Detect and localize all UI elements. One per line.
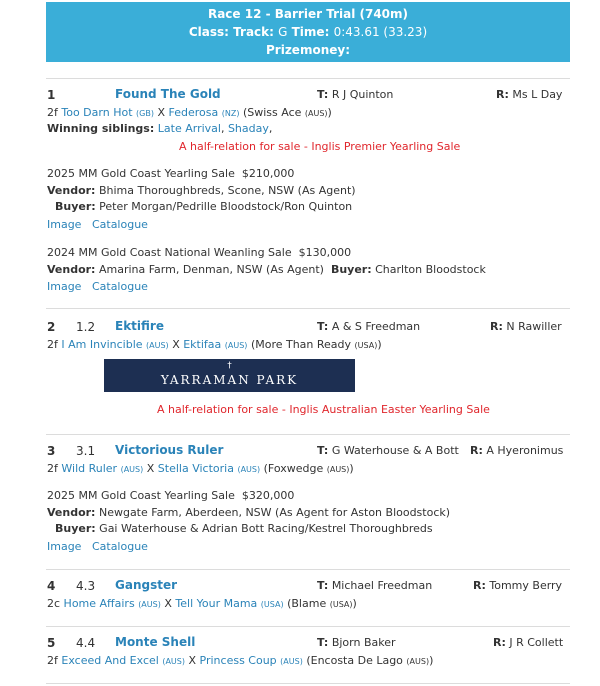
sire-link[interactable]: Too Darn Hot: [61, 106, 133, 119]
half-relation-note: A half-relation for sale - Inglis Australian Easter Yearling Sale: [157, 403, 490, 416]
pedigree-line: 2f Exceed And Excel (AUS) X Princess Coup (AUS) (Encosta De Lago (AUS)): [47, 654, 434, 667]
track-value: G: [278, 25, 288, 39]
yarraman-park-logo-icon: †: [227, 361, 232, 371]
pedigree-line: 2f I Am Invincible (AUS) X Ektifaa (AUS) (More Than Ready (USA)): [47, 338, 382, 351]
horse-name-link[interactable]: Gangster: [115, 578, 178, 592]
sire-link[interactable]: Wild Ruler: [61, 462, 118, 475]
damsire-country: (AUS): [326, 465, 350, 474]
sire-link[interactable]: Home Affairs: [63, 597, 135, 610]
pedigree-line: 2f Too Darn Hot (GB) X Federosa (NZ) (Swiss Ace (AUS)): [47, 106, 332, 119]
divider: [46, 434, 570, 435]
divider: [46, 683, 570, 684]
cross-symbol: X: [164, 597, 172, 610]
buyer-label: Buyer:: [55, 522, 96, 535]
trainer: [317, 579, 432, 592]
damsire: (Swiss Ace: [242, 106, 302, 119]
runner-number: 2: [47, 320, 56, 334]
buyer-value: Peter Morgan/Pedrille Bloodstock/Ron Quinton: [99, 200, 353, 213]
buyer-line: [55, 200, 352, 213]
race-title: Race 12 - Barrier Trial (740m): [207, 7, 409, 21]
sex-age: 2f: [47, 462, 58, 475]
sire-country: (GB): [136, 109, 154, 118]
rider-label: R:: [490, 320, 503, 333]
damsire-country: (USA): [354, 341, 378, 350]
winning-siblings-label: Winning siblings:: [47, 122, 155, 135]
vendor-label: Vendor:: [47, 263, 96, 276]
trainer-name: A & S Freedman: [331, 320, 421, 333]
banner-text: YARRAMAN PARK: [160, 373, 299, 387]
rider-label: R:: [470, 444, 483, 457]
horse-name-link[interactable]: Found The Gold: [115, 87, 221, 101]
race-header: [46, 2, 570, 62]
catalogue-link[interactable]: Catalogue: [91, 218, 148, 231]
cross-symbol: X: [172, 338, 180, 351]
sale-line: [47, 489, 294, 502]
cross-symbol: X: [157, 106, 165, 119]
damsire-country: (USA): [329, 600, 353, 609]
pedigree-line: 2f Wild Ruler (AUS) X Stella Victoria (AUS) (Foxwedge (AUS)): [47, 462, 354, 475]
trainer-name: R J Quinton: [331, 88, 394, 101]
half-relation-note: A half-relation for sale - Inglis Premier Yearling Sale: [179, 140, 461, 153]
cross-symbol: X: [188, 654, 197, 667]
trainer-label: T:: [317, 320, 329, 333]
sex-age: 2c: [47, 597, 61, 610]
yarraman-park-banner[interactable]: [104, 359, 355, 392]
rider-name: Tommy Berry: [489, 579, 563, 592]
sex-age: 2f: [47, 106, 58, 119]
trainer: [317, 320, 420, 333]
vendor-label: Vendor:: [47, 506, 96, 519]
buyer-label: Buyer:: [55, 200, 96, 213]
track-label: Track:: [233, 25, 274, 39]
time-label: Time:: [291, 25, 330, 39]
dam-link[interactable]: Princess Coup: [199, 654, 277, 667]
sale-line: [47, 246, 351, 259]
race-class-track-time: [46, 25, 570, 39]
sale-links: [47, 218, 148, 231]
sire-link[interactable]: Exceed And Excel: [61, 654, 159, 667]
trainer-label: T:: [317, 444, 329, 457]
sale-name: 2024 MM Gold Coast National Weanling Sale: [47, 246, 292, 259]
divider: [46, 626, 570, 627]
trainer: [317, 444, 459, 457]
prizemoney-label: Prizemoney:: [266, 43, 350, 57]
rider: [496, 88, 562, 101]
rider: [493, 636, 563, 649]
vendor-label: Vendor:: [47, 184, 96, 197]
rider-name: N Rawiller: [506, 320, 562, 333]
dam-link[interactable]: Federosa: [168, 106, 219, 119]
trainer: [317, 636, 396, 649]
buyer-value: Charlton Bloodstock: [375, 263, 486, 276]
vendor-buyer-line: [47, 263, 486, 276]
buyer-value: Gai Waterhouse & Adrian Bott Racing/Kestrel Thoroughbreds: [99, 522, 433, 535]
vendor-line: [47, 506, 450, 519]
trainer-name: Michael Freedman: [331, 579, 433, 592]
rider-name: A Hyeronimus: [486, 444, 564, 457]
rider-label: R:: [473, 579, 486, 592]
sale-line: [47, 167, 294, 180]
sire-country: (AUS): [138, 600, 161, 609]
dam-link[interactable]: Tell Your Mama: [175, 597, 258, 610]
divider: [46, 78, 570, 79]
rider-label: R:: [493, 636, 506, 649]
runner-number: 4: [47, 579, 56, 593]
sale-price: $130,000: [298, 246, 352, 259]
trainer-label: T:: [317, 636, 329, 649]
runner-odds: 1.2: [76, 320, 96, 334]
sibling-link[interactable]: Shaday: [227, 122, 269, 135]
rider: [470, 444, 563, 457]
rider-name: J R Collett: [509, 636, 564, 649]
runner-number: 1: [47, 88, 56, 102]
dam-link[interactable]: Stella Victoria: [157, 462, 234, 475]
cross-symbol: X: [146, 462, 155, 475]
rider: [490, 320, 562, 333]
dam-country: (NZ): [221, 109, 240, 118]
sire-country: (AUS): [146, 341, 169, 350]
catalogue-link[interactable]: Catalogue: [91, 540, 148, 553]
class-label: Class:: [188, 25, 229, 39]
vendor-value: Bhima Thoroughbreds, Scone, NSW (As Agent): [98, 184, 356, 197]
damsire-country: (AUS): [304, 109, 328, 118]
runner-number: 3: [47, 444, 56, 458]
pedigree-line: 2c Home Affairs (AUS) X Tell Your Mama (USA) (Blame (USA)): [47, 597, 357, 610]
sire-country: (AUS): [120, 465, 144, 474]
trainer: [317, 88, 393, 101]
sex-age: 2f: [47, 338, 58, 351]
damsire: (Foxwedge: [263, 462, 324, 475]
trainer-label: T:: [317, 579, 329, 592]
trainer-name: Bjorn Baker: [331, 636, 396, 649]
damsire: (Blame: [287, 597, 327, 610]
buyer-label: Buyer:: [330, 263, 372, 276]
vendor-line: [47, 184, 356, 197]
sale-price: $320,000: [241, 489, 295, 502]
winning-siblings: Winning siblings: Late Arrival, Shaday,: [47, 122, 273, 135]
dam-country: (AUS): [280, 657, 303, 666]
time-value: 0:43.61 (33.23): [333, 25, 428, 39]
sale-name: 2025 MM Gold Coast Yearling Sale: [47, 167, 235, 180]
horse-name-link[interactable]: Monte Shell: [115, 635, 196, 649]
sex-age: 2f: [47, 654, 58, 667]
horse-name-link[interactable]: Victorious Ruler: [115, 443, 224, 457]
divider: [46, 308, 570, 309]
image-link[interactable]: Image: [47, 218, 82, 231]
damsire-country: (AUS): [406, 657, 430, 666]
sale-links: [47, 540, 148, 553]
buyer-line: [55, 522, 433, 535]
horse-name-link[interactable]: Ektifire: [115, 319, 164, 333]
dam-country: (USA): [260, 600, 284, 609]
vendor-value: Amarina Farm, Denman, NSW (As Agent): [98, 263, 324, 276]
dam-country: (AUS): [224, 341, 248, 350]
divider: [46, 569, 570, 570]
runner-odds: 4.4: [76, 636, 96, 650]
runner-number: 5: [47, 636, 56, 650]
trainer-label: T:: [317, 88, 329, 101]
image-link[interactable]: Image: [47, 280, 82, 293]
trainer-name: G Waterhouse & A Bott: [331, 444, 459, 457]
rider-name: Ms L Day: [512, 88, 563, 101]
runner-odds: 4.3: [76, 579, 96, 593]
sale-price: $210,000: [241, 167, 295, 180]
sale-name: 2025 MM Gold Coast Yearling Sale: [47, 489, 235, 502]
sale-links: [47, 280, 148, 293]
rider: [473, 579, 562, 592]
sire-link[interactable]: I Am Invincible: [61, 338, 143, 351]
catalogue-link[interactable]: Catalogue: [91, 280, 148, 293]
sibling-link[interactable]: Late Arrival: [157, 122, 221, 135]
dam-country: (AUS): [237, 465, 261, 474]
image-link[interactable]: Image: [47, 540, 82, 553]
damsire: (Encosta De Lago: [306, 654, 403, 667]
runner-odds: 3.1: [76, 444, 96, 458]
rider-label: R:: [496, 88, 509, 101]
damsire: (More Than Ready: [250, 338, 352, 351]
sire-country: (AUS): [162, 657, 185, 666]
vendor-value: Newgate Farm, Aberdeen, NSW (As Agent for Aston Bloodstock): [98, 506, 451, 519]
dam-link[interactable]: Ektifaa: [183, 338, 222, 351]
